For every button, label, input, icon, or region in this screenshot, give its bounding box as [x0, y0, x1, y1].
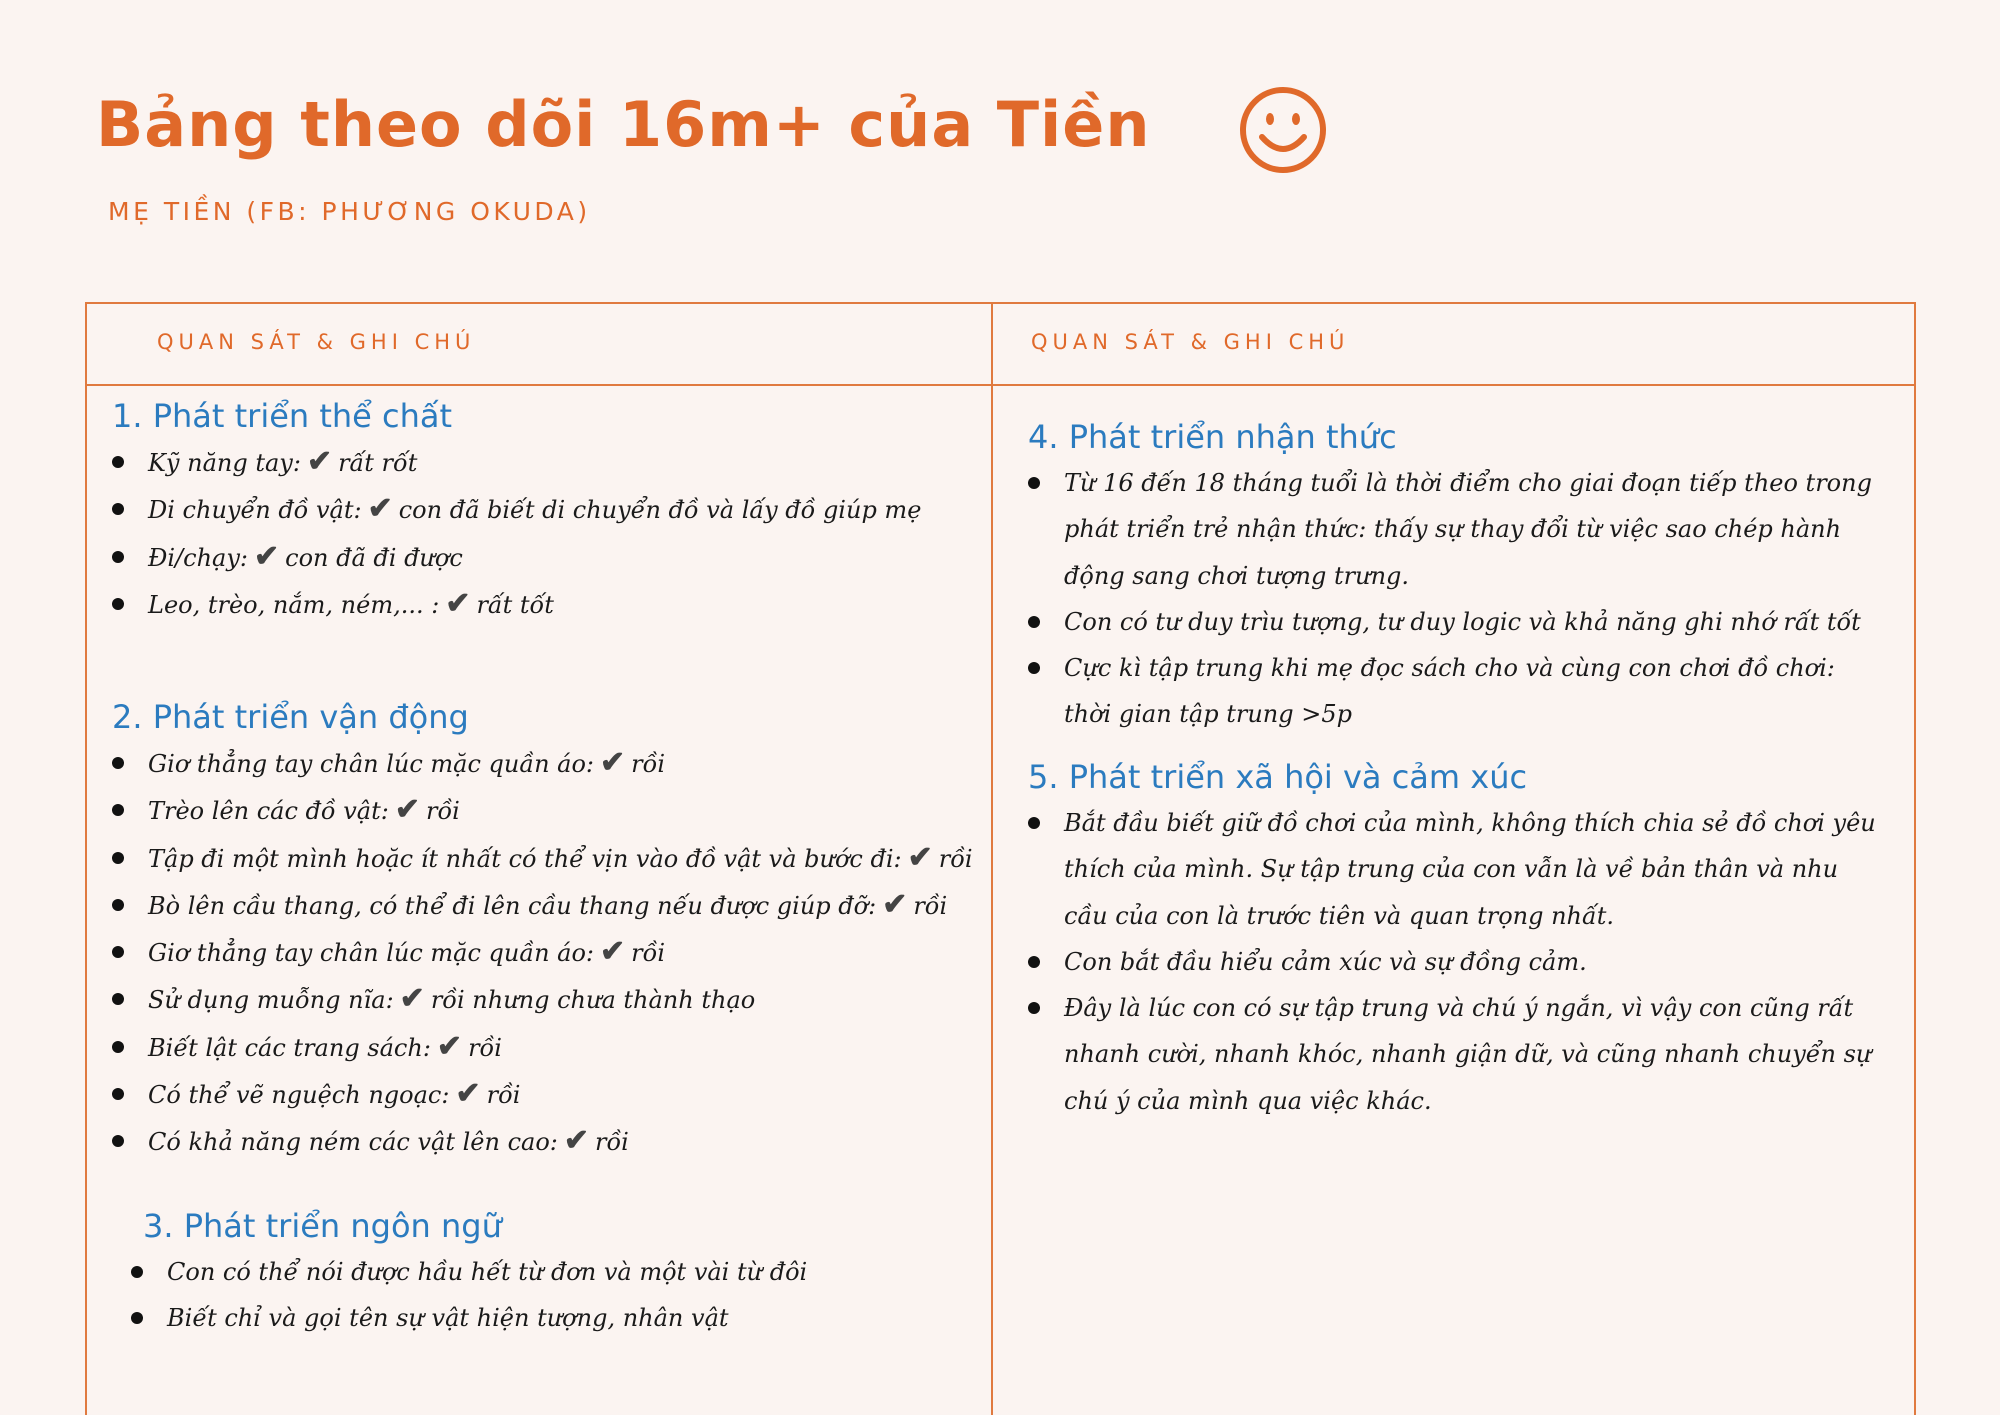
list-item — [1028, 985, 1878, 1124]
checkmark-icon: ✔ — [306, 444, 333, 479]
bullet-icon — [112, 993, 124, 1005]
bullet-icon — [112, 852, 124, 864]
item-label: Có khả năng ném các vật lên cao: — [148, 1128, 558, 1157]
list-item — [112, 882, 973, 929]
list-item — [112, 787, 973, 834]
section-physical — [112, 393, 921, 628]
checkmark-icon: ✔ — [445, 585, 471, 621]
item-text: Con có tư duy trìu tượng, tư duy logic và khả năng ghi nhớ rất tốt — [1064, 607, 1861, 636]
bullet-icon — [1028, 1002, 1040, 1014]
bullet-icon — [112, 503, 124, 515]
checkmark-icon: ✔ — [882, 886, 908, 922]
item-text: Con bắt đầu hiểu cảm xúc và sự đồng cảm. — [1064, 947, 1587, 976]
list-item — [131, 1249, 807, 1295]
bullet-icon — [112, 804, 124, 816]
smiley-icon — [1238, 85, 1328, 175]
bullet-icon — [112, 1135, 124, 1147]
item-text: Bắt đầu biết giữ đồ chơi của mình, không thích chia sẻ đồ chơi yêu thích của mình. Sự tập trung của con vẫn là về bản thân và nhu cầu của con là trước tiên và quan trọng nhất. — [1064, 809, 1876, 930]
item-value: rồi — [631, 939, 665, 968]
bullet-icon — [112, 1088, 124, 1100]
list-item — [112, 976, 973, 1023]
item-value: rồi — [486, 1081, 521, 1110]
bullet-list — [112, 740, 973, 1166]
bullet-icon — [112, 757, 124, 769]
checkmark-icon: ✔ — [436, 1028, 463, 1064]
item-label: Leo, trèo, nắm, ném,... : — [148, 590, 440, 619]
item-value: rồi — [595, 1128, 629, 1157]
item-label: Giơ thẳng tay chân lúc mặc quần áo: — [148, 750, 595, 778]
bullet-list — [112, 439, 921, 628]
column-header-right: QUAN SÁT & GHI CHÚ — [1031, 330, 1350, 354]
header-divider — [85, 384, 1916, 386]
checkmark-icon: ✔ — [600, 745, 626, 780]
list-item — [1028, 800, 1878, 939]
checkmark-icon: ✔ — [600, 934, 626, 970]
item-value: rồi — [425, 797, 460, 826]
item-label: Kỹ năng tay: — [148, 449, 301, 477]
list-item — [112, 740, 973, 787]
bullet-icon — [1028, 956, 1040, 968]
list-item — [112, 581, 921, 628]
item-value: rồi — [913, 891, 948, 920]
list-item — [1028, 599, 1878, 645]
list-item — [1028, 460, 1878, 599]
list-item — [112, 486, 921, 533]
item-value: rất tốt — [476, 590, 554, 619]
bullet-icon — [112, 551, 124, 563]
item-label: Di chuyển đồ vật: — [148, 496, 362, 525]
section-language — [131, 1203, 807, 1342]
section-heading: 4. Phát triển nhận thức — [1028, 418, 1397, 456]
column-divider — [991, 302, 993, 1415]
section-heading: 2. Phát triển vận động — [112, 698, 469, 736]
list-item — [112, 1024, 973, 1071]
page-title: Bảng theo dõi 16m+ của Tiền — [96, 88, 1151, 161]
column-header-left: QUAN SÁT & GHI CHÚ — [157, 330, 476, 354]
bullet-icon — [131, 1312, 143, 1324]
item-value: rồi — [468, 1033, 502, 1062]
bullet-icon — [112, 946, 124, 958]
section-heading: 1. Phát triển thể chất — [112, 397, 453, 435]
section-cognitive — [1028, 414, 1878, 738]
checkmark-icon: ✔ — [253, 538, 280, 574]
item-value: rồi nhưng chưa thành thạo — [430, 986, 756, 1015]
list-item — [112, 534, 921, 581]
list-item — [1028, 645, 1878, 738]
bullet-icon — [112, 899, 124, 911]
bullet-icon — [112, 1041, 124, 1053]
item-text: Đây là lúc con có sự tập trung và chú ý ngắn, vì vậy con cũng rất nhanh cười, nhanh khóc, nhanh giận dữ, và cũng nhanh chuyển sự chú ý của mình qua việc khác. — [1064, 994, 1872, 1115]
bullet-icon — [1028, 477, 1040, 489]
list-item — [112, 1118, 973, 1165]
section-social-emotional — [1028, 754, 1878, 1124]
bullet-icon — [112, 456, 124, 468]
bullet-icon — [1028, 616, 1040, 628]
section-heading: 5. Phát triển xã hội và cảm xúc — [1028, 758, 1528, 796]
item-text: Cực kì tập trung khi mẹ đọc sách cho và cùng con chơi đồ chơi: thời gian tập trung >5p — [1064, 654, 1835, 729]
item-text: Từ 16 đến 18 tháng tuổi là thời điểm cho giai đoạn tiếp theo trong phát triển trẻ nhận thức: thấy sự thay đổi từ việc sao chép hành động sang chơi tượng trưng. — [1064, 469, 1872, 590]
item-label: Tập đi một mình hoặc ít nhất có thể vịn vào đồ vật và bước đi: — [148, 844, 902, 873]
checkmark-icon: ✔ — [907, 839, 933, 875]
item-label: Trèo lên các đồ vật: — [148, 797, 389, 826]
section-heading: 3. Phát triển ngôn ngữ — [143, 1207, 502, 1245]
item-value: con đã đi được — [285, 543, 463, 572]
checkmark-icon: ✔ — [399, 981, 425, 1017]
bullet-list — [1028, 460, 1878, 738]
bullet-icon — [131, 1266, 143, 1278]
list-item — [112, 1071, 973, 1118]
subtitle: MẸ TIỀN (FB: PHƯƠNG OKUDA) — [108, 197, 591, 226]
item-value: rồi — [938, 844, 973, 873]
checkmark-icon: ✔ — [394, 792, 420, 828]
list-item — [112, 835, 973, 882]
list-item — [112, 929, 973, 976]
list-item — [1028, 939, 1878, 985]
item-label: Sử dụng muỗng nĩa: — [148, 986, 394, 1015]
item-text: Biết chỉ và gọi tên sự vật hiện tượng, nhân vật — [167, 1304, 729, 1333]
item-label: Đi/chạy: — [148, 543, 248, 572]
list-item — [112, 439, 921, 486]
section-motor — [112, 694, 973, 1166]
item-label: Giơ thẳng tay chân lúc mặc quần áo: — [148, 939, 595, 968]
item-label: Bò lên cầu thang, có thể đi lên cầu thang nếu được giúp đỡ: — [148, 891, 877, 920]
checkmark-icon: ✔ — [367, 491, 393, 527]
item-label: Biết lật các trang sách: — [148, 1033, 431, 1062]
bullet-list — [1028, 800, 1878, 1124]
item-value: rất rốt — [338, 449, 418, 477]
bullet-icon — [112, 598, 124, 610]
list-item — [131, 1295, 807, 1341]
checkmark-icon: ✔ — [563, 1123, 589, 1159]
checkmark-icon: ✔ — [455, 1076, 481, 1112]
item-text: Con có thể nói được hầu hết từ đơn và một vài từ đôi — [167, 1258, 808, 1286]
bullet-icon — [1028, 662, 1040, 674]
item-value: con đã biết di chuyển đồ và lấy đồ giúp mẹ — [398, 496, 922, 525]
bullet-icon — [1028, 817, 1040, 829]
item-label: Có thể vẽ nguệch ngoạc: — [148, 1081, 450, 1110]
bullet-list — [131, 1249, 807, 1342]
item-value: rồi — [631, 750, 665, 778]
